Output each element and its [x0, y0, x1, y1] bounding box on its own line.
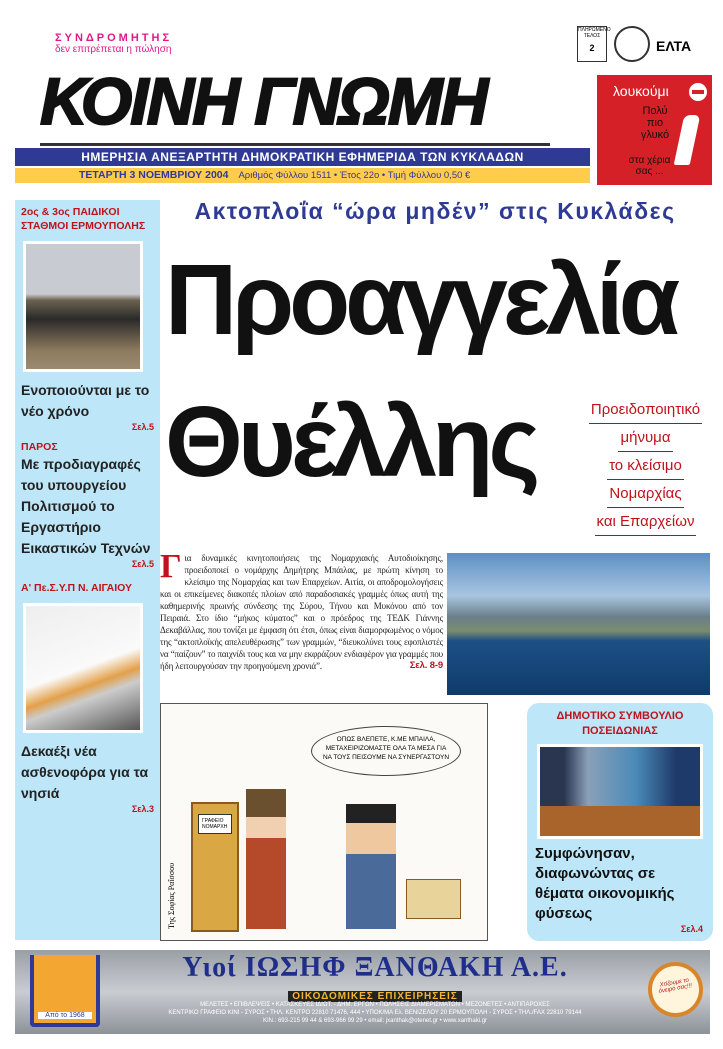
- editorial-cartoon: [160, 703, 488, 941]
- issue-info: Αριθμός Φύλλου 1511 • Έτος 22ο • Τιμή Φύλλου 0,50 €: [238, 170, 471, 181]
- right-story-box[interactable]: ΔΗΜΟΤΙΚΟ ΣΥΜΒΟΥΛΙΟ ΠΟΣΕΙΔΩΝΙΑΣ Συμφώνησαν, διαφωνώντας σε θέματα οικονομικής φύσεως Σελ.4: [527, 703, 713, 941]
- sidebar-story[interactable]: ΠΑΡΟΣ Με προδιαγραφές του υπουργείου Πολιτισμού το Εργαστήριο Εικαστικών Τεχνών Σελ.5: [21, 441, 154, 569]
- masthead-logo: ΚΟΙΝΗ ΓΝΩΜΗ: [40, 64, 487, 138]
- no-entry-icon: [689, 83, 707, 101]
- subscriber-label: ΣΥΝΔΡΟΜΗΤΗΣ: [55, 32, 173, 44]
- seal-icon: [614, 26, 650, 62]
- lead-article: Για δυναμικές κινητοποιήσεις της Νομαρχιακής Αυτοδιοίκησης, προειδοποιεί ο νομάρχης Δημήτρης Μπάιλας, με πρώτη κίνηση το κλείσιμο της Νομαρχίας και των Επαρχείων. Αιτία, οι αποδρομολογήσεις και οι επικείμενες διακοπές πλοίων από παραδοσιακές γραμμές όπως αυτή της καθημερινής πρωινής σύνδεσης της Σύρου, Τήνου και Μυκόνου από τον Πειραιά. Στο ίδιο “μήκος κύματος” και ο πρόεδρος της ΤΕΔΚ Γιάννης Δεκαβάλλας, που τονίζει με έμφαση ότι έτσι, όπως είναι διαμορφωμένος ο νόμος της “ακτοπλοϊκής απελευθέρωσης” των γραμμών, “διευκολύνει τους εφοπλιστές να “παίζουν” το παιχνίδι τους και να μην εκφράζουν ενδιαφέρον για γραμμές που ήδη λειτουργούσαν την προηγούμενη χρονιά”. Σελ. 8-9: [160, 548, 443, 671]
- house-logo-icon: Από το 1968: [30, 955, 100, 1027]
- figure-mayor: [246, 789, 286, 929]
- drop-cap: Γ: [160, 548, 182, 585]
- loukoumi-ad[interactable]: λουκούμι Πολύ πιο γλυκό στα χέρια σας ...: [597, 75, 712, 185]
- elta-logo: ΕΛΤΑ: [656, 38, 692, 54]
- council-photo: [537, 744, 703, 839]
- lead-headline-line1[interactable]: Προαγγελία: [165, 244, 676, 356]
- date-band: [15, 168, 590, 183]
- cartoon-credit: Της Σοφίας Ραΐσσου: [167, 862, 176, 929]
- masthead-rule: [40, 143, 550, 146]
- left-sidebar: [15, 200, 160, 940]
- sidebar-story[interactable]: Α' Πε.Σ.Υ.Π Ν. ΑΙΓΑΙΟΥ Δεκαέξι νέα ασθενοφόρα για τα νησιά Σελ.3: [21, 582, 154, 814]
- slogan-badge: Χτίζουμε το όνειρό σας!!!: [644, 958, 708, 1022]
- sidebar-story[interactable]: 2ος & 3ος ΠΑΙΔΙΚΟΙ ΣΤΑΘΜΟΙ ΕΡΜΟΥΠΟΛΗΣ Ενοποιούνται με το νέο χρόνο Σελ.5: [21, 206, 154, 432]
- lead-headline-line2[interactable]: Θυέλλης: [165, 386, 536, 498]
- quote-mark-icon: [674, 115, 701, 165]
- postage-badge: ΠΛΗΡΩΜΕΝΟ ΤΕΛΟΣ 2: [577, 26, 607, 62]
- lead-subhead: Προειδοποιητικό μήνυμα το κλείσιμο Νομαρχίας και Επαρχείων: [578, 396, 713, 536]
- tagline-band: ΗΜΕΡΗΣΙΑ ΑΝΕΞΑΡΤΗΤΗ ΔΗΜΟΚΡΑΤΙΚΗ ΕΦΗΜΕΡΙΔΑ ΤΩΝ ΚΥΚΛΑΔΩΝ: [15, 148, 590, 166]
- company-name: Υιοί ΙΩΣΗΦ ΞΑΝΘΑΚΗ Α.Ε.: [182, 952, 568, 983]
- footer-details: ΜΕΛΕΤΕΣ • ΕΠΙΒΛΕΨΕΙΣ • ΚΑΤΑΣΚΕΥΕΣ ΙΔΙΩΤ. - ΔΗΜ. ΕΡΓΩΝ • ΠΩΛΗΣΕΙΣ ΔΙΑΜΕΡΙΣΜΑΤΩΝ • ΜΕΖΟΝΕΤΕΣ • ΑΝΤΙΠΑΡΟΧΕΣ ΚΕΝΤΡΙΚΟ ΓΡΑΦΕΙΟ ΚΙΝΙ - ΣΥΡΟΣ • ΤΗΛ. ΚΕΝΤΡΟ 22810 71476, 444 • ΥΠΟΚ/ΜΑ Ελ. ΒΕΝΙΖΕΛΟΥ 20 ΕΡΜΟΥΠΟΛΗ - ΣΥΡΟΣ • ΤΗΛ./FAX 22810 79144 ΚΙΝ.: 693-215 99 44 & 693-966 99 29 • email: jxanthak@otenet.gr • www.xanthaki.gr: [168, 1002, 582, 1024]
- door-drawing: ΓΡΑΦΕΙΟ ΝΟΜΑΡΧΗ: [191, 802, 239, 932]
- figure-official: [346, 804, 396, 929]
- not-for-sale-label: δεν επιτρέπεται η πώληση: [55, 44, 172, 55]
- company-subtitle: ΟΙΚΟΔΟΜΙΚΕΣ ΕΠΙΧΕΙΡΗΣΕΙΣ: [288, 991, 461, 1002]
- issue-date: ΤΕΤΑΡΤΗ 3 ΝΟΕΜΒΡΙΟΥ 2004: [79, 169, 229, 181]
- harbor-photo: [447, 553, 710, 695]
- page-ref[interactable]: Σελ. 8-9: [409, 660, 443, 671]
- desk-drawing: [406, 879, 461, 919]
- speech-bubble: ΟΠΩΣ ΒΛΕΠΕΤΕ, Κ.ΜΕ ΜΠΑΙΛΑ, ΜΕΤΑΧΕΙΡΙΖΟΜΑΣΤΕ ΟΛΑ ΤΑ ΜΕΣΑ ΓΙΑ ΝΑ ΤΟΥΣ ΠΕΙΣΟΥΜΕ ΝΑ ΣΥΝΕΡΓΑΣΤΟΥΝ: [311, 726, 461, 776]
- lead-kicker: Ακτοπλοΐα “ώρα μηδέν” στις Κυκλάδες: [194, 198, 676, 224]
- ambulance-photo: [23, 603, 143, 733]
- nursery-photo: [23, 241, 143, 372]
- footer-ad[interactable]: [15, 950, 710, 1034]
